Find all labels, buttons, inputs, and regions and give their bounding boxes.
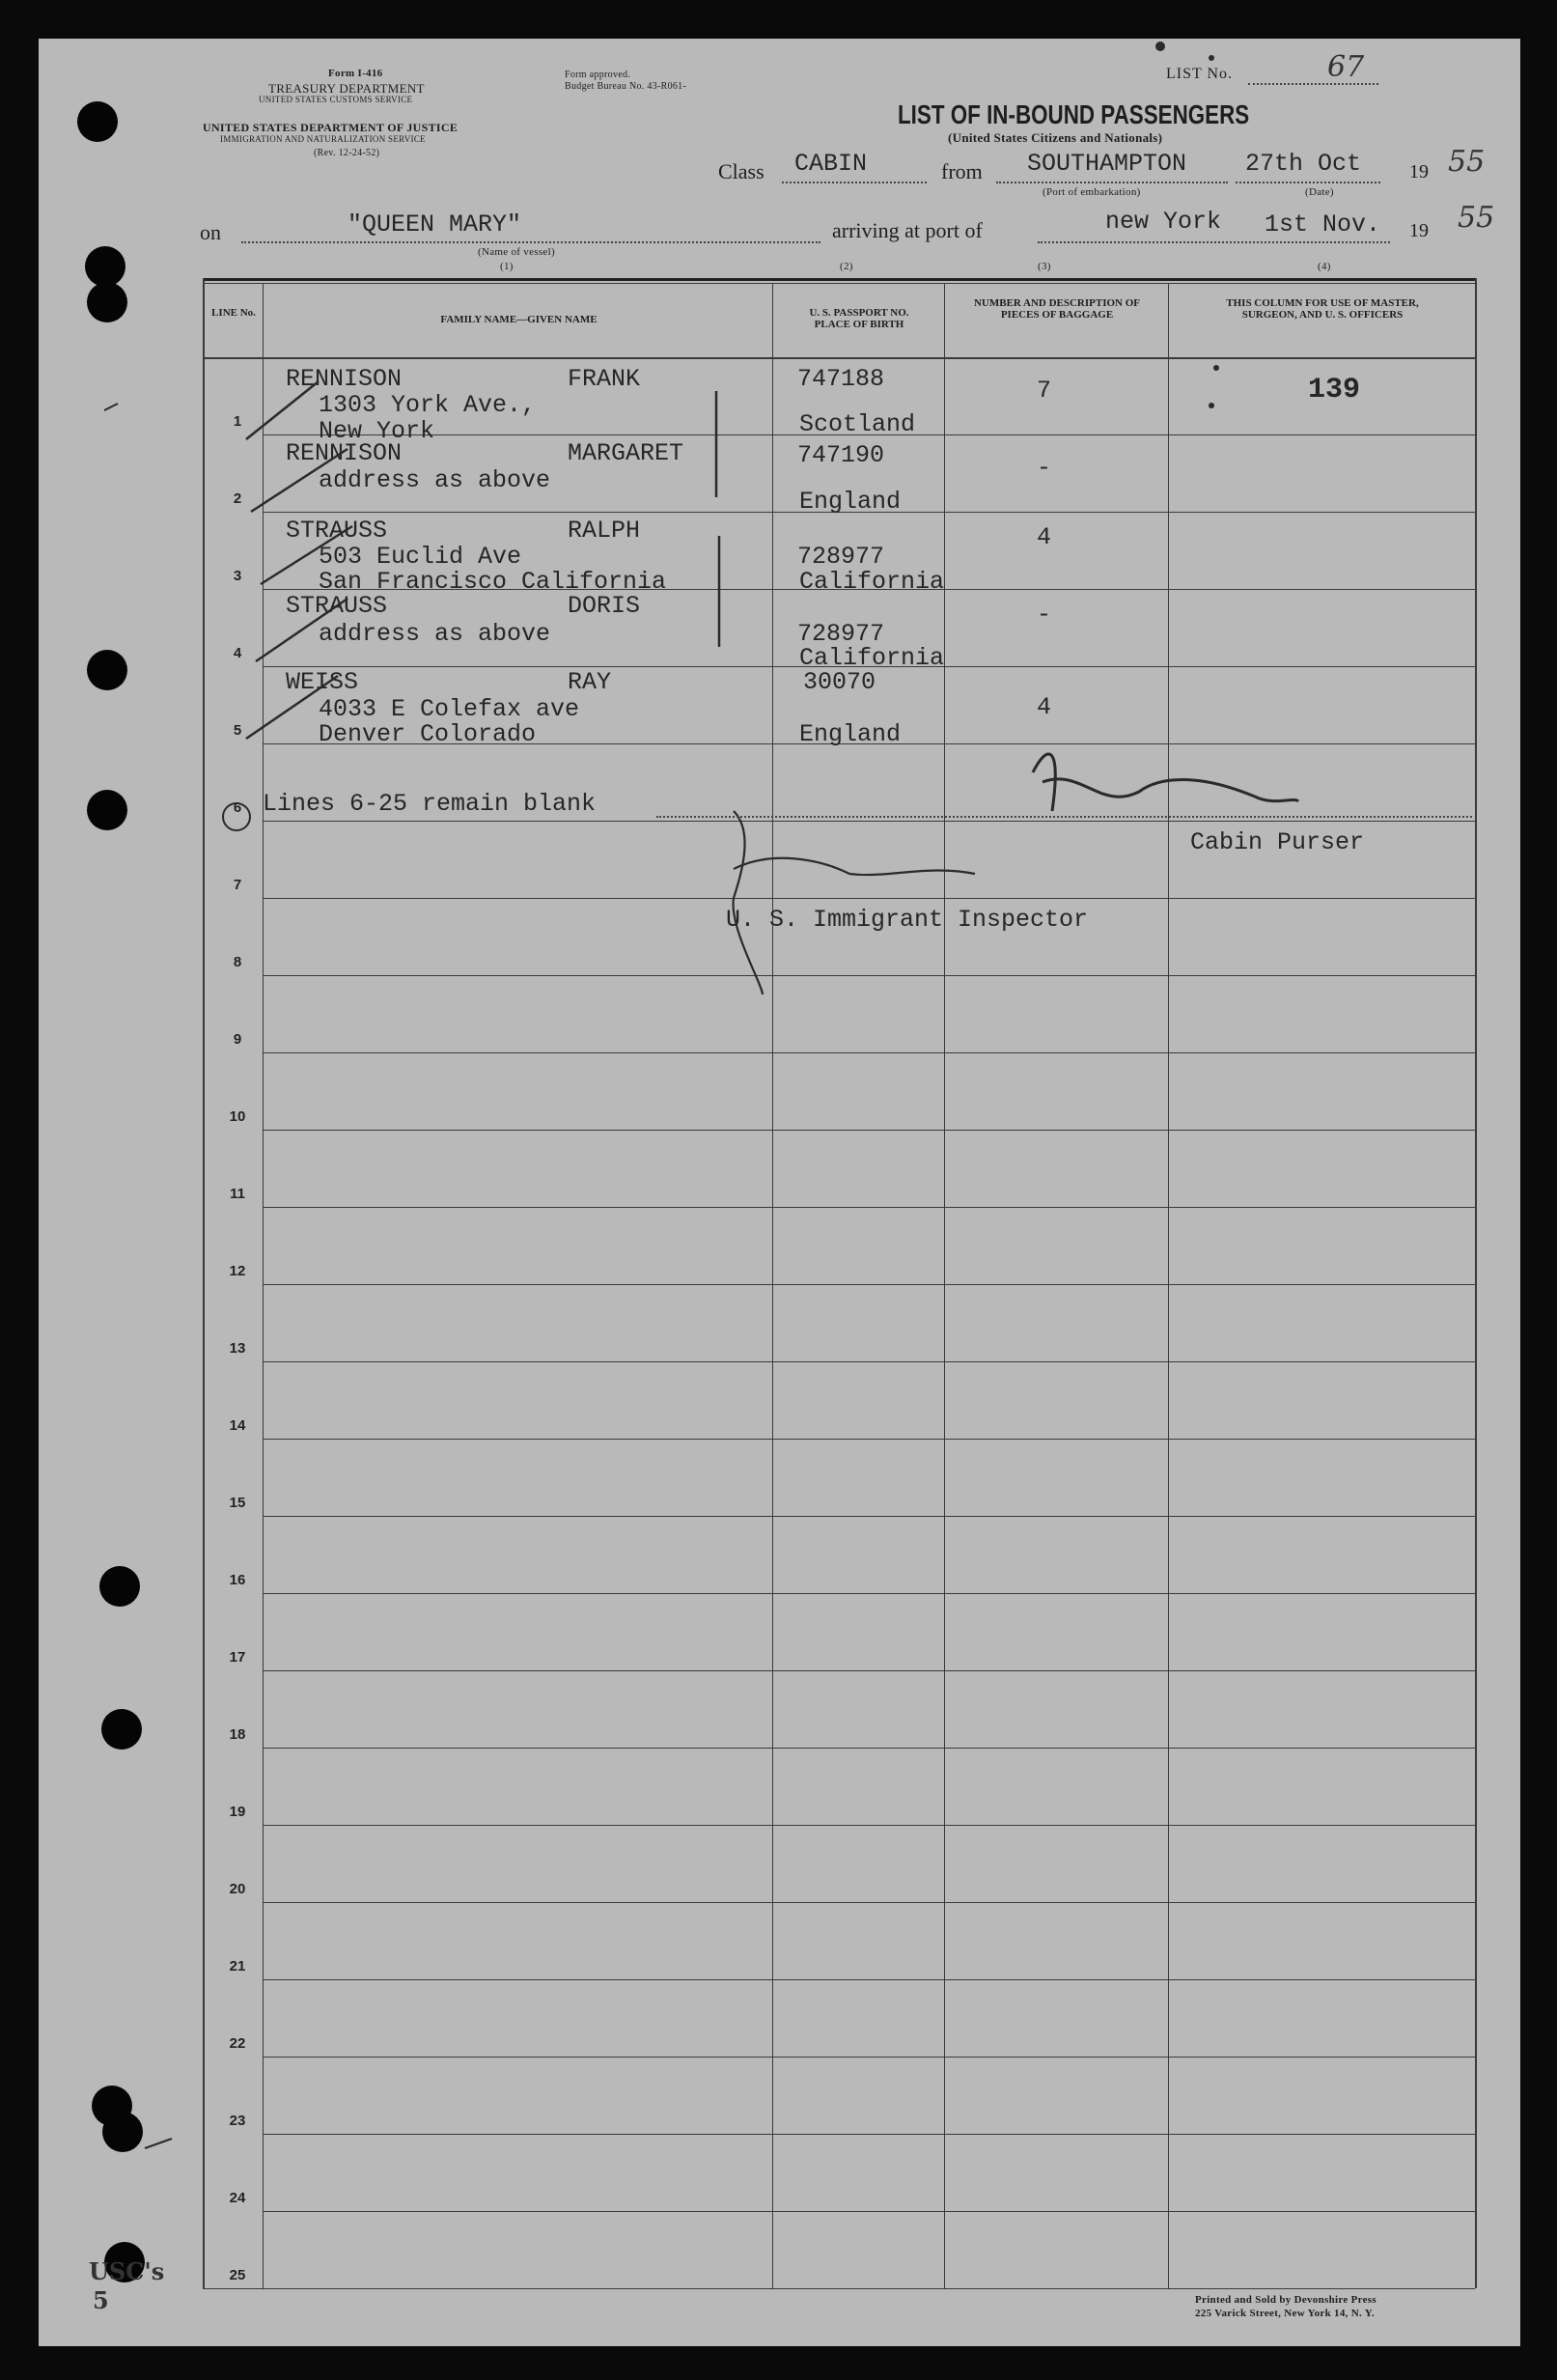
class-label: Class <box>718 159 765 183</box>
arriving-label: arriving at port of <box>832 218 983 242</box>
line-number: 12 <box>229 1263 246 1279</box>
arrival-year: 55 <box>1458 201 1495 235</box>
line-number: 9 <box>233 1031 242 1048</box>
baggage-count: 7 <box>1037 377 1052 405</box>
place-of-birth: California <box>799 568 945 596</box>
line-number: 15 <box>229 1495 246 1511</box>
passport-no: 728977 <box>797 543 885 571</box>
inspector-title: U. S. Immigrant Inspector <box>726 906 1089 934</box>
date-caption: (Date) <box>1305 186 1334 198</box>
baggage-count: - <box>1037 601 1052 629</box>
line-number: 14 <box>229 1417 246 1434</box>
form-approved: Form approved. <box>565 70 631 80</box>
given-name: MARGARET <box>568 439 684 467</box>
family-name: WEISS <box>286 668 359 696</box>
family-name: RENNISON <box>286 439 403 467</box>
line-number: 23 <box>229 2113 246 2129</box>
line-number: 24 <box>229 2190 246 2206</box>
line-number: 21 <box>229 1958 246 1974</box>
list-number: 67 <box>1327 50 1365 84</box>
year-prefix-2: 19 <box>1409 220 1429 241</box>
col-header-name: FAMILY NAME—GIVEN NAME <box>440 314 598 325</box>
treasury-dept: TREASURY DEPARTMENT <box>268 81 425 96</box>
line-number: 19 <box>229 1804 246 1820</box>
arrival-date: 1st Nov. <box>1265 210 1381 238</box>
blank-lines-note: Lines 6-25 remain blank <box>263 790 597 818</box>
family-name: RENNISON <box>286 365 403 393</box>
printer-address: 225 Varick Street, New York 14, N. Y. <box>1195 2308 1375 2319</box>
arrival-port: new York <box>1105 208 1222 236</box>
address-line: New York <box>319 417 435 445</box>
baggage-count: 4 <box>1037 693 1052 721</box>
embark-year: 55 <box>1448 145 1486 179</box>
line-number: 20 <box>229 1881 246 1897</box>
line-number: 1 <box>233 413 242 430</box>
on-label: on <box>200 220 221 244</box>
col-header-passport: U. S. PASSPORT NO. PLACE OF BIRTH <box>809 307 909 330</box>
place-of-birth: England <box>799 488 902 516</box>
address-line: Denver Colorado <box>319 720 537 748</box>
line-number: 22 <box>229 2035 246 2052</box>
line-number: 5 <box>233 722 242 739</box>
revision: (Rev. 12-24-52) <box>314 148 380 158</box>
officer-note: 139 <box>1308 374 1361 406</box>
list-no-label: LIST No. <box>1166 66 1234 82</box>
vessel-name: "QUEEN MARY" <box>348 210 522 238</box>
passport-no: 728977 <box>797 620 885 648</box>
line-number: 18 <box>229 1726 246 1743</box>
port-caption: (Port of embarkation) <box>1043 186 1141 198</box>
justice-dept: UNITED STATES DEPARTMENT OF JUSTICE <box>203 121 459 134</box>
line-number: 8 <box>233 954 242 970</box>
line-number: 13 <box>229 1340 246 1357</box>
passport-no: 747188 <box>797 365 885 393</box>
form-subtitle: (United States Citizens and Nationals) <box>948 130 1163 145</box>
from-label: from <box>941 159 983 183</box>
passport-no: 30070 <box>803 668 876 696</box>
year-prefix-1: 19 <box>1409 161 1429 182</box>
line-number: 7 <box>233 877 242 893</box>
baggage-count: 4 <box>1037 523 1052 551</box>
line-number: 2 <box>233 490 242 507</box>
vessel-caption: (Name of vessel) <box>478 246 555 258</box>
form-title: LIST OF IN-BOUND PASSENGERS <box>898 99 1250 129</box>
printer-line: Printed and Sold by Devonshire Press <box>1195 2294 1376 2306</box>
address-line: 4033 E Colefax ave <box>319 695 580 723</box>
line-number: 4 <box>233 645 242 661</box>
form-number: Form I-416 <box>328 68 383 79</box>
embark-port: SOUTHAMPTON <box>1027 150 1187 178</box>
place-of-birth: Scotland <box>799 410 916 438</box>
col-header-officers: THIS COLUMN FOR USE OF MASTER, SURGEON, AND U. S. OFFICERS <box>1226 297 1419 321</box>
class-value: CABIN <box>794 150 868 178</box>
address-line: 1303 York Ave., <box>319 391 537 419</box>
given-name: RALPH <box>568 517 641 545</box>
line-number: 3 <box>233 568 242 584</box>
address-line: address as above <box>319 466 551 494</box>
col-header-line: LINE No. <box>211 307 256 319</box>
line-number: 25 <box>229 2267 246 2283</box>
col-num-1: (1) <box>500 261 514 272</box>
baggage-count: - <box>1037 454 1052 482</box>
customs-service: UNITED STATES CUSTOMS SERVICE <box>259 95 413 104</box>
place-of-birth: England <box>799 720 902 748</box>
line-number: 10 <box>229 1108 246 1125</box>
margin-note: USC's <box>89 2257 165 2285</box>
address-line: 503 Euclid Ave <box>319 543 522 571</box>
passport-no: 747190 <box>797 441 885 469</box>
line-number: 6 <box>233 799 242 816</box>
line-number: 16 <box>229 1572 246 1588</box>
line-number: 11 <box>230 1186 245 1202</box>
embark-date: 27th Oct <box>1245 150 1362 178</box>
col-num-4: (4) <box>1318 261 1331 272</box>
given-name: RAY <box>568 668 612 696</box>
budget-bureau: Budget Bureau No. 43-R061- <box>565 81 687 92</box>
family-name: STRAUSS <box>286 592 388 620</box>
address-line: address as above <box>319 620 551 648</box>
place-of-birth: California <box>799 644 945 672</box>
line-number: 17 <box>229 1649 246 1666</box>
given-name: FRANK <box>568 365 641 393</box>
col-num-2: (2) <box>840 261 853 272</box>
given-name: DORIS <box>568 592 641 620</box>
family-name: STRAUSS <box>286 517 388 545</box>
col-header-baggage: NUMBER AND DESCRIPTION OF PIECES OF BAGGAGE <box>973 297 1141 321</box>
ins-service: IMMIGRATION AND NATURALIZATION SERVICE <box>220 134 426 144</box>
margin-note: 5 <box>93 2286 109 2314</box>
address-line: San Francisco California <box>319 568 667 596</box>
purser-title: Cabin Purser <box>1190 828 1365 856</box>
col-num-3: (3) <box>1038 261 1051 272</box>
